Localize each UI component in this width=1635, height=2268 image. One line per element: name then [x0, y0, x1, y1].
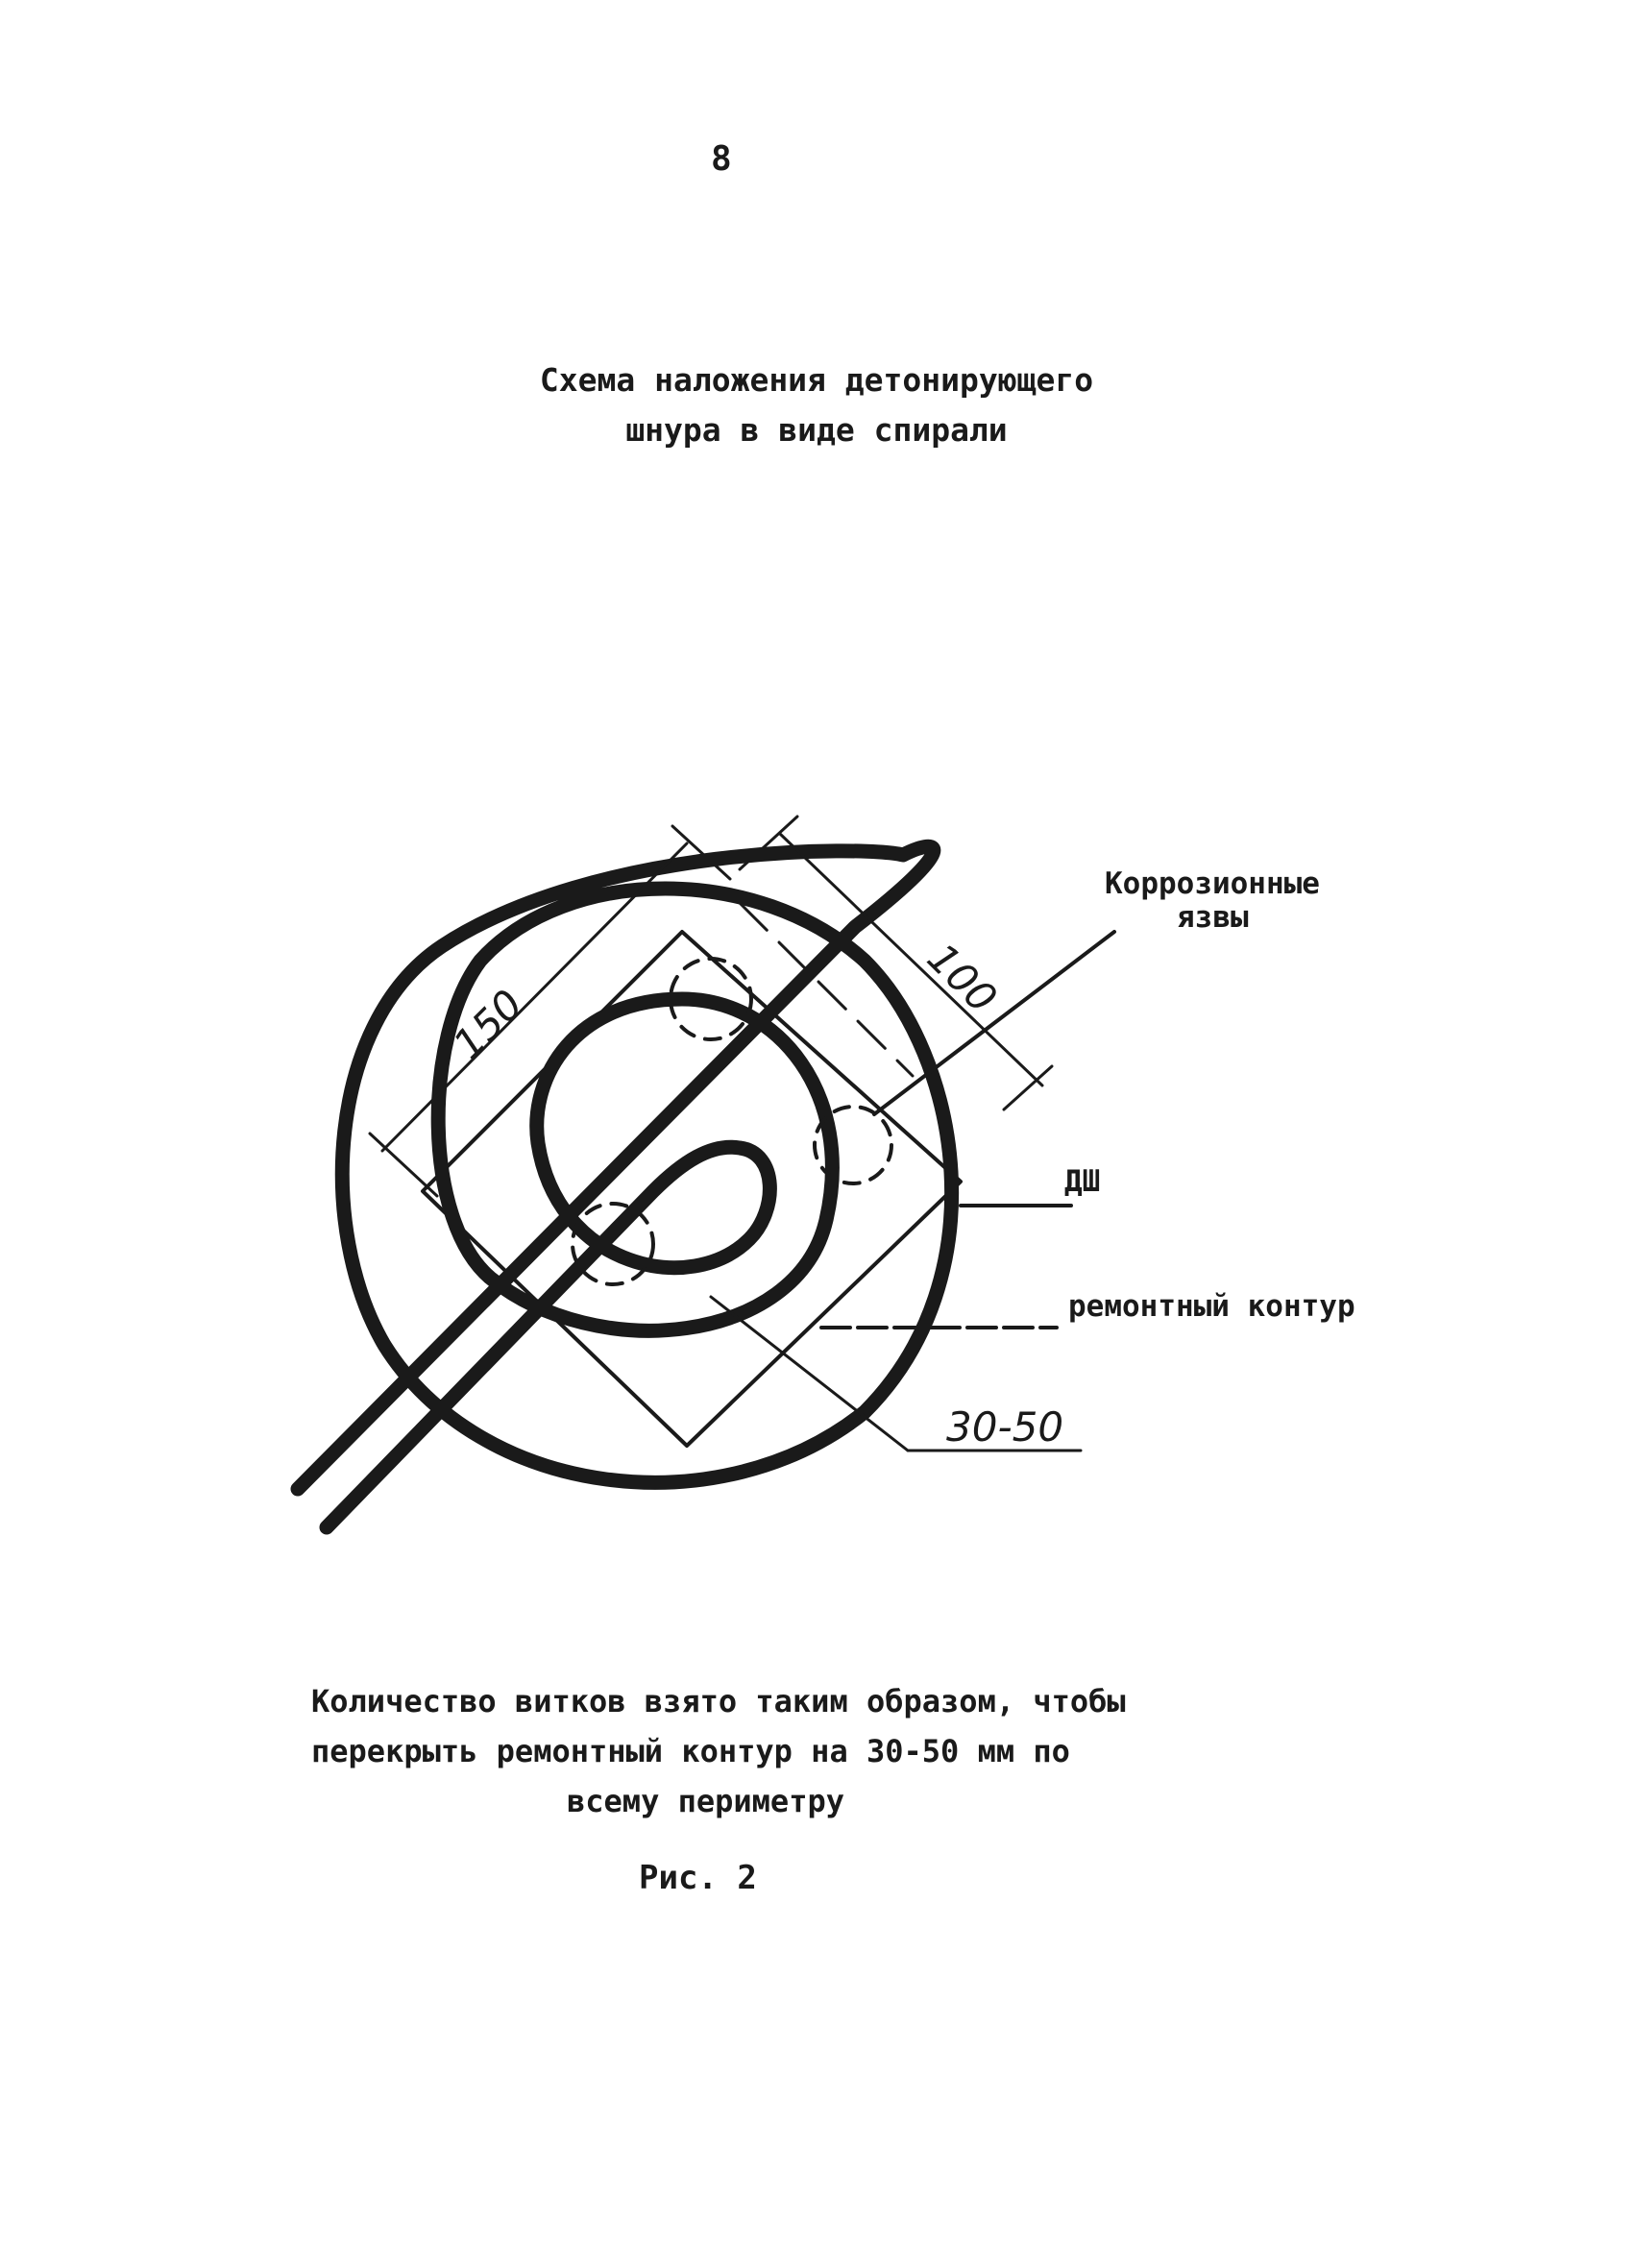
dimension-100: 100: [917, 934, 1007, 1022]
page-number: 8: [711, 139, 732, 179]
dsh-label: ДШ: [1064, 1164, 1101, 1199]
spiral-cord: [298, 846, 952, 1527]
note-line-3: всему периметру: [567, 1783, 844, 1819]
note-line-2: перекрыть ремонтный контур на 30-50 мм по: [311, 1733, 1070, 1769]
title-line-2: шнура в виде спирали: [625, 411, 1008, 449]
dimension-150: 150: [444, 980, 532, 1069]
note-line-1: Количество витков взято таким образом, чтобы: [311, 1683, 1126, 1719]
explanatory-note: [288, 1676, 1210, 1826]
dim-150-ext-bottom: [370, 1134, 437, 1196]
dimension-30-50: 30-50: [946, 1403, 1064, 1451]
corrosion-label-line-1: Коррозионные: [1105, 866, 1320, 901]
figure-caption: Рис. 2: [639, 1859, 757, 1897]
corrosion-label-line-2: язвы: [1177, 900, 1249, 935]
title-line-1: Схема наложения детонирующего: [539, 361, 1094, 399]
dim-30-50-line: [711, 1297, 908, 1451]
repair-contour-label: ремонтный контур: [1068, 1289, 1355, 1324]
corrosion-pit-3: [573, 1204, 653, 1284]
